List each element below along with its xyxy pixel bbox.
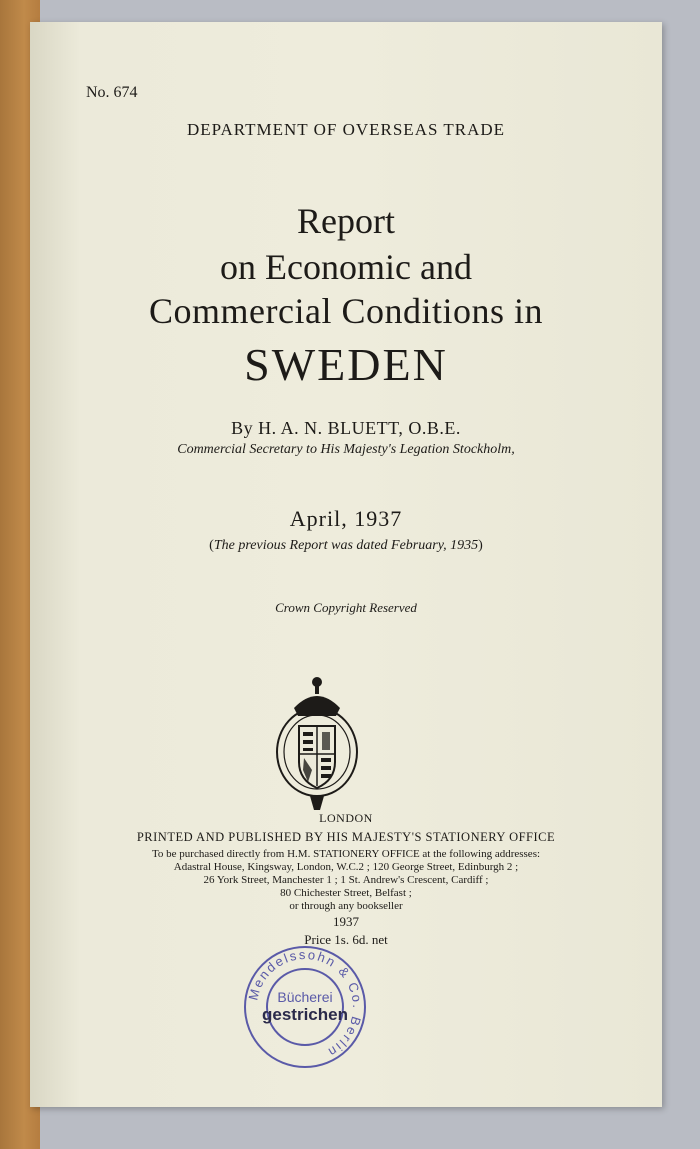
stamp-center-text: Bücherei bbox=[277, 989, 333, 1005]
imprint-publisher: PRINTED AND PUBLISHED BY HIS MAJESTY'S STATIONERY OFFICE bbox=[136, 830, 556, 844]
library-stamp bbox=[240, 942, 370, 1072]
imprint-address-line: 26 York Street, Manchester 1 ; 1 St. Andrew's Crescent, Cardiff ; bbox=[203, 874, 489, 886]
imprint-address-line: 80 Chichester Street, Belfast ; bbox=[280, 887, 412, 899]
department: DEPARTMENT OF OVERSEAS TRADE bbox=[186, 120, 506, 139]
title-page bbox=[30, 22, 662, 1107]
title-line-1: Report bbox=[297, 201, 395, 241]
author-role: Commercial Secretary to His Majesty's Legation Stockholm, bbox=[177, 442, 515, 457]
country-title: SWEDEN bbox=[244, 339, 448, 390]
report-number: No. 674 bbox=[86, 84, 138, 101]
stamp-ring-text: Mendelssohn & Co. Berlin bbox=[245, 946, 366, 1061]
imprint-address-line: Adastral House, Kingsway, London, W.C.2 ; 120 George Street, Edinburgh 2 ; bbox=[173, 861, 519, 873]
copyright-notice: Crown Copyright Reserved bbox=[275, 600, 417, 615]
imprint-year: 1937 bbox=[333, 914, 359, 929]
title-line-2: on Economic and bbox=[220, 247, 472, 287]
imprint-address-line: To be purchased directly from H.M. STATIONERY OFFICE at the following addresses: bbox=[151, 848, 541, 860]
imprint-city: LONDON bbox=[319, 811, 373, 825]
previous-report-text: The previous Report was dated February, 1935 bbox=[213, 538, 479, 553]
imprint-address-line: or through any bookseller bbox=[289, 900, 403, 912]
author: By H. A. N. BLUETT, O.B.E. bbox=[231, 418, 461, 438]
report-date: April, 1937 bbox=[289, 506, 403, 531]
previous-report-note: (The previous Report was dated February, 1935) bbox=[209, 538, 483, 553]
royal-coat-of-arms-icon bbox=[272, 670, 362, 812]
stamp-overprint: gestrichen bbox=[262, 1005, 348, 1024]
imprint-price: Price 1s. 6d. net bbox=[304, 932, 388, 947]
title-line-3: Commercial Conditions in bbox=[149, 291, 543, 331]
